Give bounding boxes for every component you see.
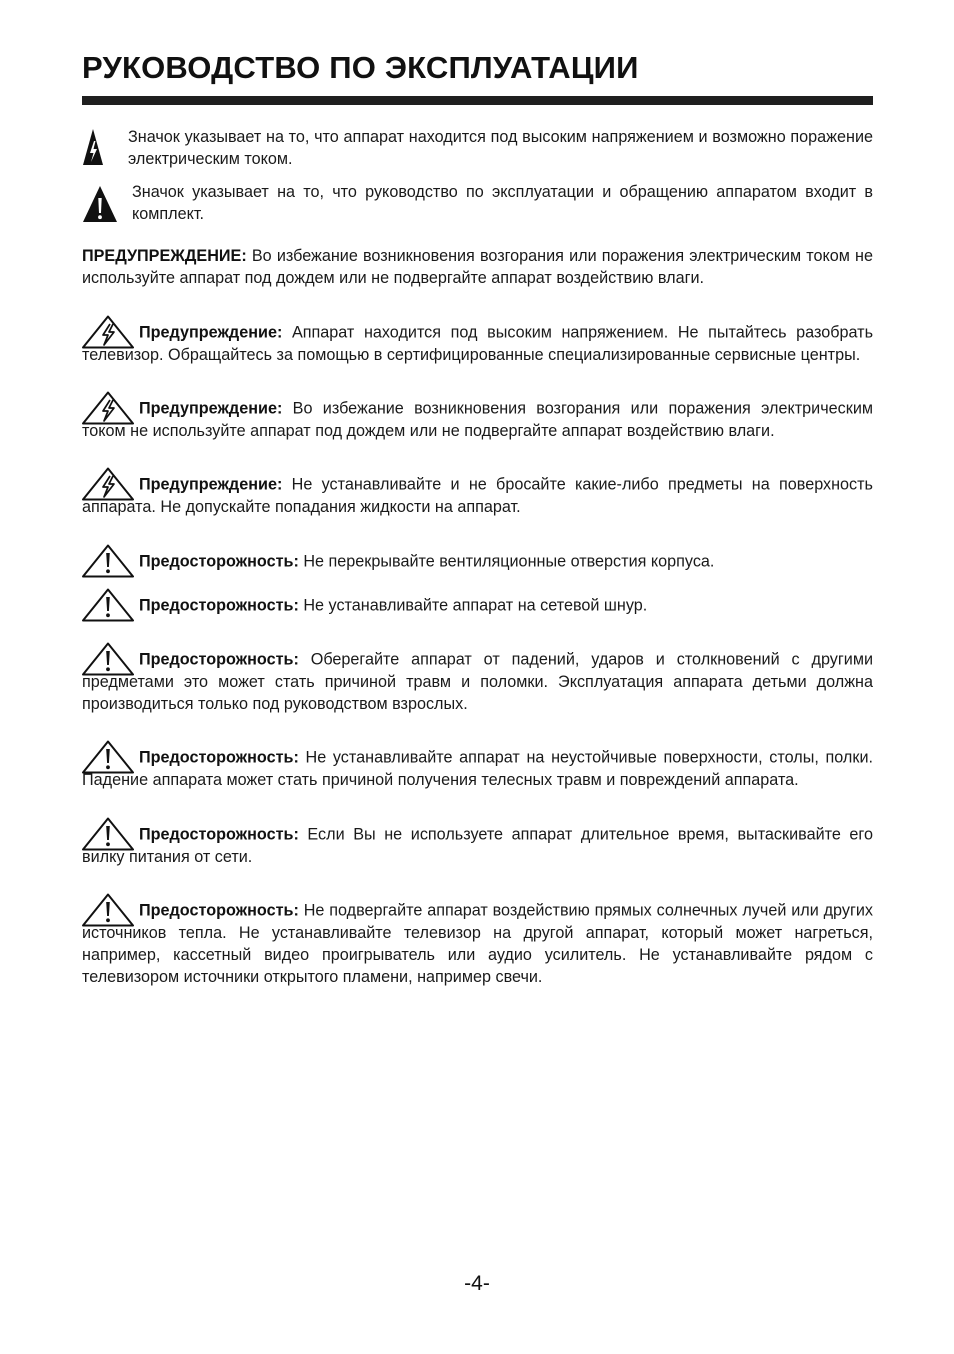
- caution-item: [82, 735, 873, 791]
- item-label: Предосторожность:: [139, 748, 299, 767]
- main-warning-label: ПРЕДУПРЕЖДЕНИЕ:: [82, 247, 247, 266]
- item-label: Предосторожность:: [139, 650, 299, 669]
- caution-item: [82, 637, 873, 716]
- title-rule: [82, 96, 873, 105]
- warning-item: [82, 310, 873, 366]
- item-text: Не устанавливайте аппарат на сетевой шнур.: [298, 596, 648, 615]
- lightning-warning-icon: [82, 467, 134, 501]
- page-title: РУКОВОДСТВО ПО ЭКСПЛУАТАЦИИ: [82, 50, 639, 85]
- exclamation-caution-icon: [82, 588, 134, 622]
- caution-item: [82, 812, 873, 868]
- exclamation-caution-icon: [82, 817, 134, 851]
- caution-item: [82, 539, 873, 573]
- item-text: Аппарат находится под высоким напряжением. Не пытайтесь разобрать телевизор. Обращайтесь за помощью в сертифицированные специализированные сервисные центры.: [82, 323, 873, 364]
- lightning-warning-icon: [82, 315, 134, 349]
- lightning-warning-icon: [82, 391, 134, 425]
- item-text: Не перекрывайте вентиляционные отверстия корпуса.: [298, 552, 715, 571]
- item-label: Предупреждение:: [139, 323, 283, 342]
- exclamation-triangle-icon: [82, 185, 118, 223]
- caution-item: [82, 583, 873, 617]
- manual-content: [82, 126, 873, 989]
- symbol-note-high-voltage: [82, 126, 873, 171]
- high-voltage-triangle-icon: [82, 128, 104, 166]
- symbol-note-text: Значок указывает на то, что руководство по эксплуатации и обращению аппаратом входит в комплект.: [132, 182, 873, 223]
- item-label: Предосторожность:: [139, 596, 299, 615]
- exclamation-caution-icon: [82, 740, 134, 774]
- symbol-note-text: Значок указывает на то, что аппарат находится под высоким напряжением и возможно поражение электрическим током.: [128, 128, 873, 169]
- warning-item: [82, 462, 873, 518]
- symbol-note-manual: [82, 181, 873, 226]
- item-text: Если Вы не используете аппарат длительное время, вытаскивайте его вилку питания от сети.: [82, 825, 873, 866]
- page-number: -4-: [464, 1272, 490, 1295]
- exclamation-caution-icon: [82, 893, 134, 927]
- exclamation-caution-icon: [82, 642, 134, 676]
- main-warning-text: Во избежание возникновения возгорания или поражения электрическим током не используйте аппарат под дождем или не подвергайте аппарат воздействию влаги.: [82, 247, 873, 288]
- caution-item: [82, 888, 873, 989]
- item-label: Предупреждение:: [139, 399, 283, 418]
- item-label: Предосторожность:: [139, 825, 299, 844]
- warning-item: [82, 386, 873, 442]
- item-label: Предосторожность:: [139, 901, 299, 920]
- exclamation-caution-icon: [82, 544, 134, 578]
- item-label: Предосторожность:: [139, 552, 299, 571]
- item-text: Не устанавливайте аппарат на неустойчивые поверхности, столы, полки. Падение аппарата может стать причиной получения телесных травм и повреждений аппарата.: [82, 748, 873, 790]
- item-text: Во избежание возникновения возгорания или поражения электрическим током не используйте аппарат под дождем или не подвергайте аппарат воздействию влаги.: [82, 399, 873, 441]
- main-warning: [82, 245, 873, 290]
- item-label: Предупреждение:: [139, 476, 283, 495]
- item-text: Не подвергайте аппарат воздействию прямых солнечных лучей или других источников тепла. Не устанавливайте телевизор на другой аппарат, который может нагреться, например, кассетный видео проигрыватель или аудио усилитель. Не устанавливайте рядом с телевизором источники открытого пламени, например свечи.: [82, 901, 873, 987]
- item-text: Не устанавливайте и не бросайте какие-либо предметы на поверхность аппарата. Не допускайте попадания жидкости на аппарат.: [82, 476, 873, 517]
- item-text: Оберегайте аппарат от падений, ударов и столкновений с другими предметами это может стать причиной травм и поломки. Эксплуатация аппарата детьми должна производиться только под руководством взрослых.: [82, 650, 873, 713]
